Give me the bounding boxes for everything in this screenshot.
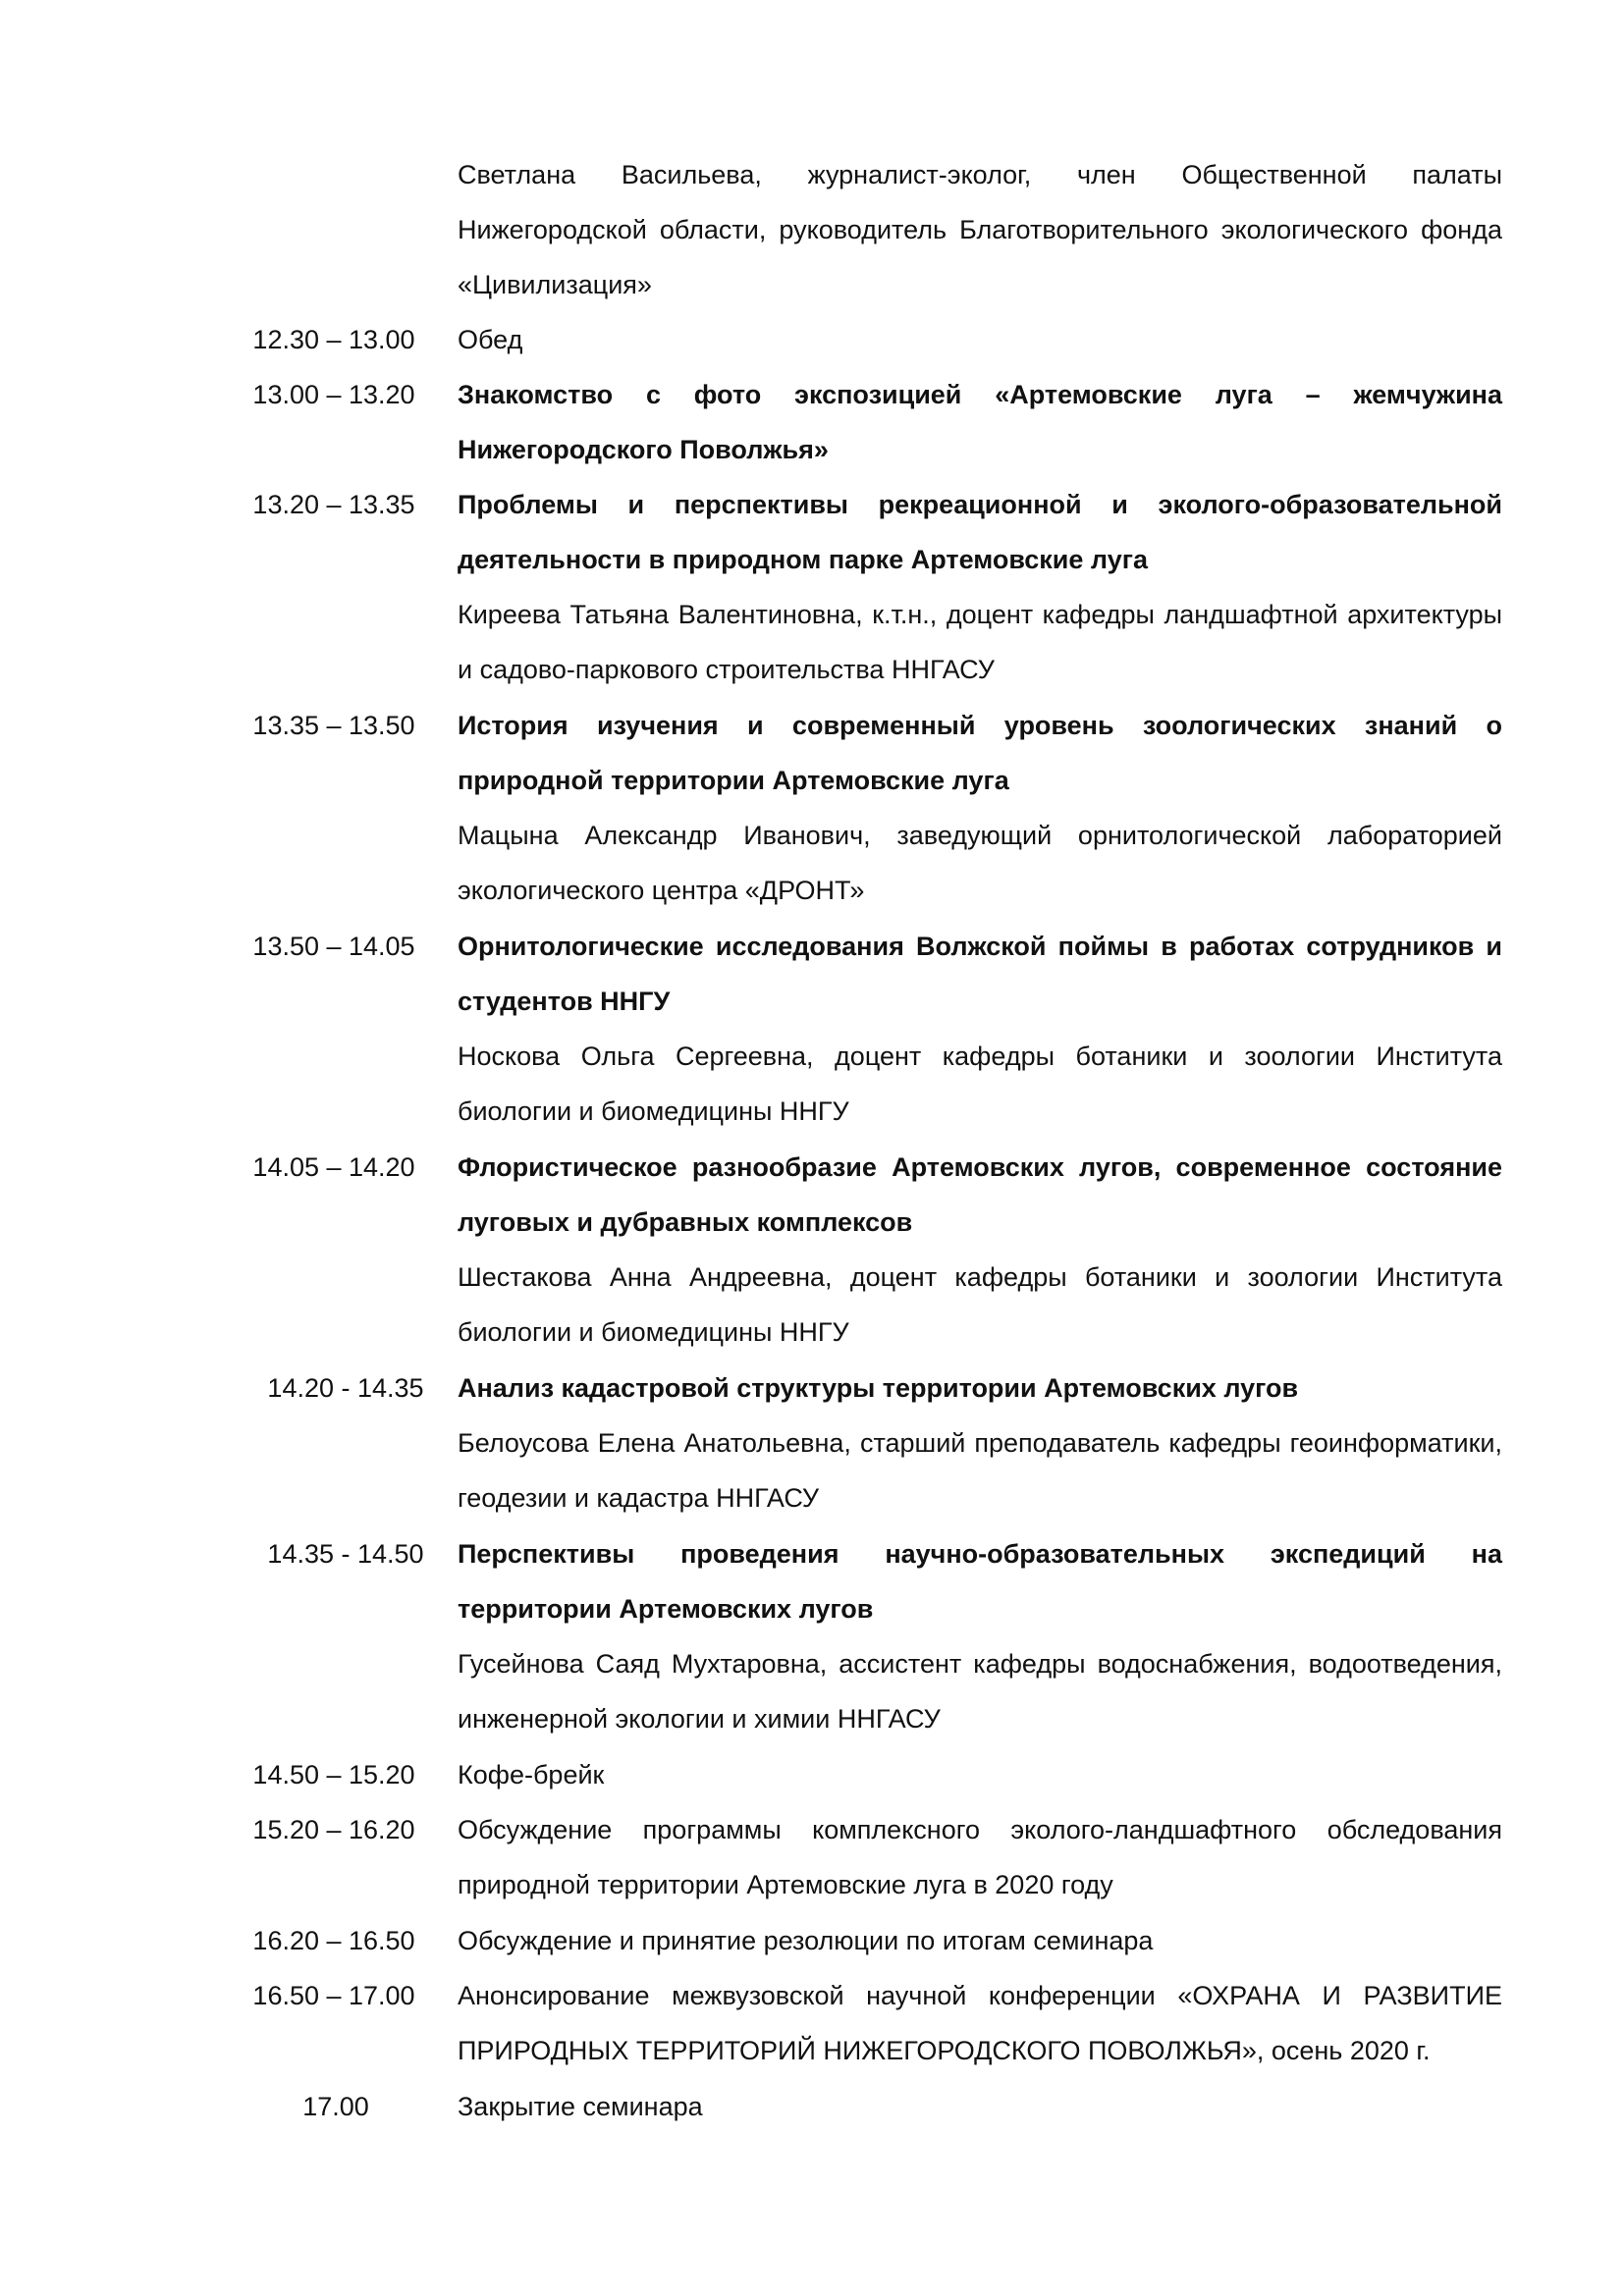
schedule-title: История изучения и современный уровень зоологических знаний о природной территории Артемовские луга xyxy=(458,711,1502,795)
schedule-speaker: Белоусова Елена Анатольевна, старший преподаватель кафедры геоинформатики, геодезии и кадастра ННГАСУ xyxy=(458,1428,1502,1513)
schedule-time: 16.20 – 16.50 xyxy=(252,1926,415,1955)
schedule-time: 14.20 - 14.35 xyxy=(267,1373,424,1403)
schedule-speaker: Носкова Ольга Сергеевна, доцент кафедры ботаники и зоологии Института биологии и биомедицины ННГУ xyxy=(458,1041,1502,1126)
schedule-title: Анонсирование межвузовской научной конференции «ОХРАНА И РАЗВИТИЕ ПРИРОДНЫХ ТЕРРИТОРИЙ НИЖЕГОРОДСКОГО ПОВОЛЖЬЯ», осень 2020 г. xyxy=(458,1981,1502,2065)
schedule-title: Анализ кадастровой структуры территории Артемовских лугов xyxy=(458,1373,1299,1403)
schedule-title: Перспективы проведения научно-образовательных экспедиций на территории Артемовских лугов xyxy=(458,1539,1502,1624)
schedule-time: 13.35 – 13.50 xyxy=(252,711,415,740)
schedule-title: Обсуждение и принятие резолюции по итогам семинара xyxy=(458,1926,1154,1955)
schedule-body xyxy=(458,1526,1502,1746)
schedule-title: Знакомство с фото экспозицией «Артемовские луга – жемчужина Нижегородского Поволжья» xyxy=(458,380,1502,464)
schedule-body xyxy=(458,1361,1502,1525)
schedule-body xyxy=(458,698,1502,918)
schedule-time: 13.00 – 13.20 xyxy=(252,380,415,409)
schedule-title: Флористическое разнообразие Артемовских лугов, современное состояние луговых и дубравных комплексов xyxy=(458,1152,1502,1237)
schedule-speaker: Гусейнова Саяд Мухтаровна, ассистент кафедры водоснабжения, водоотведения, инженерной экологии и химии ННГАСУ xyxy=(458,1649,1502,1734)
schedule-title: Обед xyxy=(458,325,523,354)
schedule-time: 14.50 – 15.20 xyxy=(252,1760,415,1789)
schedule-speaker: Мацына Александр Иванович, заведующий орнитологической лабораторией экологического центра «ДРОНТ» xyxy=(458,821,1502,905)
schedule-body xyxy=(458,919,1502,1139)
schedule-title: Кофе-брейк xyxy=(458,1760,605,1789)
schedule-time: 17.00 xyxy=(302,2092,369,2121)
schedule-body xyxy=(458,477,1502,697)
schedule-title: Закрытие семинара xyxy=(458,2092,703,2121)
schedule-speaker: Шестакова Анна Андреевна, доцент кафедры ботаники и зоологии Института биологии и биомедицины ННГУ xyxy=(458,1262,1502,1347)
schedule-time: 12.30 – 13.00 xyxy=(252,325,415,354)
schedule-time: 15.20 – 16.20 xyxy=(252,1815,415,1844)
schedule-title: Проблемы и перспективы рекреационной и эколого-образовательной деятельности в природном парке Артемовские луга xyxy=(458,490,1502,574)
schedule-speaker: Киреева Татьяна Валентиновна, к.т.н., доцент кафедры ландшафтной архитектуры и садово-паркового строительства ННГАСУ xyxy=(458,600,1502,684)
schedule-title: Обсуждение программы комплексного эколого-ландшафтного обследования природной территории Артемовские луга в 2020 году xyxy=(458,1815,1502,1899)
schedule-time: 14.05 – 14.20 xyxy=(252,1152,415,1182)
schedule-time: 13.50 – 14.05 xyxy=(252,932,415,961)
intro-speaker: Светлана Васильева, журналист-эколог, член Общественной палаты Нижегородской области, руководитель Благотворительного экологического фонда «Цивилизация» xyxy=(458,160,1502,299)
schedule-time: 13.20 – 13.35 xyxy=(252,490,415,519)
schedule-title: Орнитологические исследования Волжской поймы в работах сотрудников и студентов ННГУ xyxy=(458,932,1502,1016)
schedule-time: 16.50 – 17.00 xyxy=(252,1981,415,2010)
schedule-time: 14.35 - 14.50 xyxy=(267,1539,424,1569)
schedule-body xyxy=(458,1140,1502,1360)
